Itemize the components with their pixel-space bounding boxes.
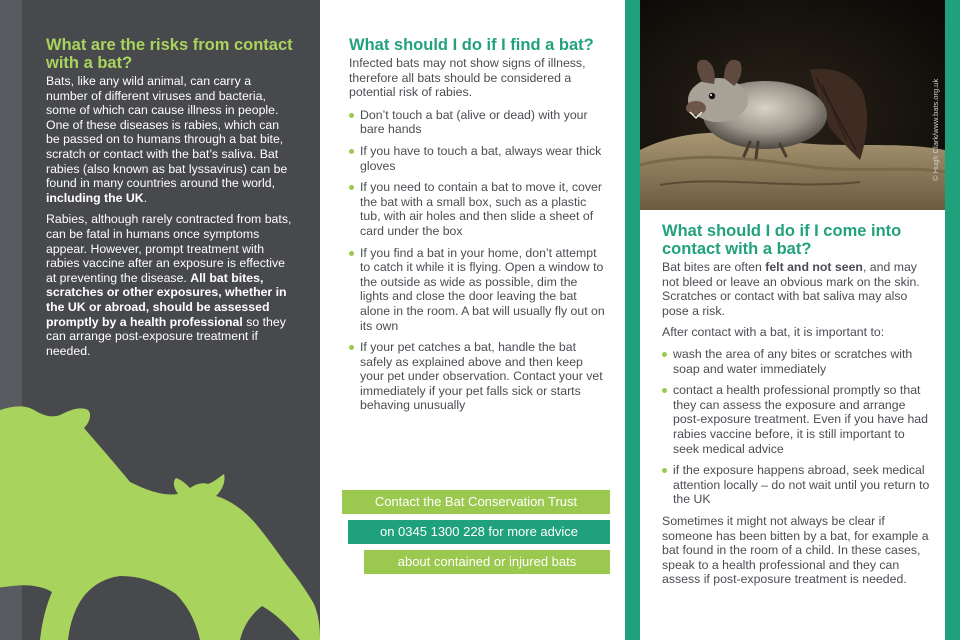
find-bat-heading: What should I do if I find a bat? [349,36,594,54]
list-item [349,144,609,173]
contact-paragraph-2: After contact with a bat, it is important to: [662,325,885,340]
list-item [349,246,609,334]
risks-p2-text: Rabies, although rarely contracted from bats, can be fatal in humans once symptoms appear. However, prompt treatment with rabies vaccine after an exposure is effective at preventing the disease. [46,212,292,285]
bullet-icon [349,345,354,350]
list-item-text: If you find a bat in your home, don’t attempt to catch it while it is flying. Open a window to the outside as wide as possible, dim the lights and close the door leaving the bat alone in the room. A bat will usually fly out on its own [360,245,605,333]
left-text-column [46,36,294,365]
bullet-icon [349,149,354,154]
photo-credit [931,10,943,190]
bat-photo-illustration [640,0,945,210]
list-item [349,340,609,413]
bullet-icon [349,113,354,118]
risks-p1-text: Bats, like any wild animal, can carry a number of different viruses and bacteria, some of which can cause illness in people. One of these diseases is rabies, which can be passed on to humans through a bat bite, scratch or contact with the bat’s saliva. Bat rabies (also known as bat lyssavirus) can be found in many countries around the world, [46,74,288,191]
contact-steps-list [662,347,932,507]
list-item [662,463,932,507]
bullet-icon [662,352,667,357]
find-bat-list [349,108,609,413]
bullet-icon [349,185,354,190]
contact-heading: What should I do if I come into contact with a bat? [662,222,902,258]
find-bat-intro: Infected bats may not show signs of illness, therefore all bats should be considered a potential risk of rabies. [349,56,586,100]
list-item-text: wash the area of any bites or scratches with soap and water immediately [673,346,913,376]
contact-paragraph-1 [662,260,932,318]
risks-heading: What are the risks from contact with a bat? [46,36,293,72]
list-item [662,383,932,456]
bat-photo [640,0,945,210]
bullet-icon [662,388,667,393]
list-item [349,108,609,137]
risks-p2-end: so they can arrange post-exposure treatment if needed. [46,314,286,358]
risks-body [46,74,294,358]
risks-paragraph-2 [46,212,294,358]
contact-paragraph-3: Sometimes it might not always be clear if someone has been bitten by a bat, for example a bat found in the room of a child. In these cases, speak to a health professional and they can assess if post-exposure treatment is needed. [662,513,929,587]
right-text-column [662,222,932,594]
list-item-text: If you have to touch a bat, always wear thick gloves [360,143,602,173]
list-item [662,347,932,376]
list-item-text: Don’t touch a bat (alive or dead) with your bare hands [360,107,588,137]
bullet-icon [662,468,667,473]
contact-body [662,260,932,587]
risks-paragraph-1 [46,74,294,205]
list-item-text: If you need to contain a bat to move it, cover the bat with a small box, such as a plastic tub, with air holes and then slide a sheet of card under the box [360,180,602,238]
list-item-text: If your pet catches a bat, handle the bat safely as explained above and then keep your pet under observation. Contact your vet immediately if your pet falls sick or starts behaving unusually [360,340,603,413]
right-panel [640,0,945,640]
contact-phone-line: on 0345 1300 228 for more advice [348,520,610,544]
middle-panel [320,0,625,640]
contact-p1-start: Bat bites are often [662,260,762,274]
contact-p1-bold: felt and not seen [765,260,863,274]
risks-p1-end: . [143,190,148,205]
list-item-text: if the exposure happens abroad, seek medical attention locally – do not wait until you return to the UK [673,463,930,507]
list-item [349,180,609,238]
list-item-text: contact a health professional promptly so that they can assess the exposure and arrange post-exposure treatment. Even if you have had rabies vaccine before, it is still important to seek medical advice [673,383,928,456]
risks-p1-bold: including the UK [46,190,144,205]
bullet-icon [349,251,354,256]
risks-p2-bold: All bat bites, scratches or other exposures, whether in the UK or abroad, should be assessed promptly by a health professional [46,270,287,329]
contact-p1-end: , and may not bleed or leave an obvious mark on the skin. Scratches or contact with bat saliva may also pose a risk. [662,260,920,318]
left-panel [0,0,320,640]
contact-line-3: about contained or injured bats [364,550,610,574]
contact-line-1: Contact the Bat Conservation Trust [342,490,610,514]
bat-silhouette-icon [0,400,320,640]
middle-text-column [349,36,609,420]
photo-credit-text: © Hugh Clark/www.bats.org.uk [931,78,940,181]
